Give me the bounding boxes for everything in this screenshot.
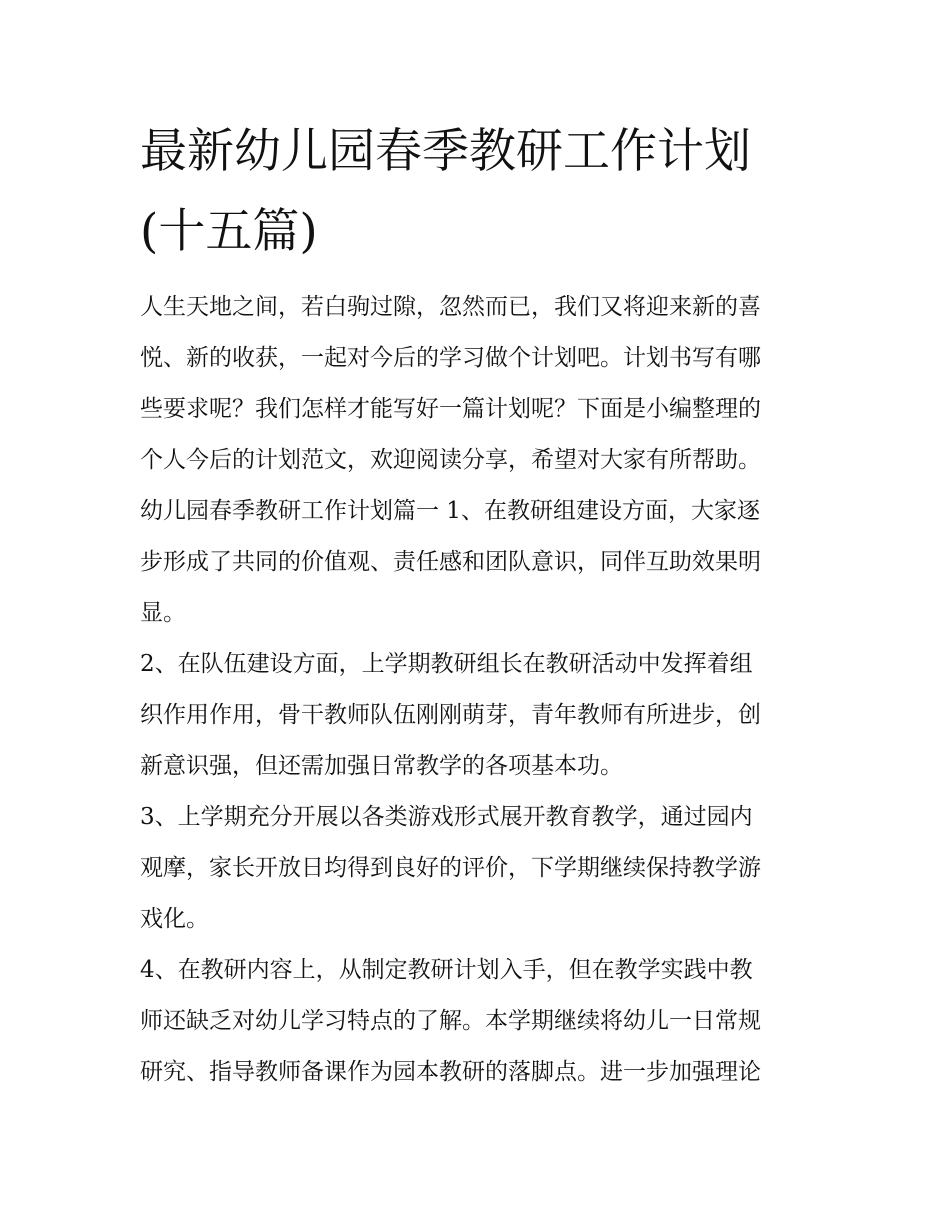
text-line: 新意识强，但还需加强日常教学的各项基本功。: [140, 753, 623, 779]
text-line: 些要求呢？我们怎样才能写好一篇计划呢？下面是小编整理的: [140, 396, 761, 422]
text-line: 研究、指导教师备课作为园本教研的落脚点。进一步加强理论: [140, 1059, 761, 1085]
section-paragraph-2: [140, 639, 815, 792]
text-line: 4、在教研内容上，从制定教研计划入手，但在教学实践中教: [140, 957, 753, 983]
title-line: 最新幼儿园春季教研工作计划: [140, 124, 751, 179]
document-page: [140, 112, 815, 1098]
section-paragraph-3: [140, 792, 815, 945]
text-line: 幼儿园春季教研工作计划篇一 1、在教研组建设方面，大家逐: [140, 498, 760, 524]
section-paragraph-4: [140, 945, 815, 1098]
text-line: 织作用作用，骨干教师队伍刚刚萌芽，青年教师有所进步，创: [140, 702, 761, 728]
text-line: 戏化。: [140, 906, 209, 932]
document-title: [140, 112, 815, 272]
intro-paragraph: [140, 282, 815, 486]
text-line: 悦、新的收获，一起对今后的学习做个计划吧。计划书写有哪: [140, 345, 761, 371]
text-line: 显。: [140, 600, 186, 626]
text-line: 个人今后的计划范文，欢迎阅读分享，希望对大家有所帮助。: [140, 447, 761, 473]
text-line: 观摩，家长开放日均得到良好的评价，下学期继续保持教学游: [140, 855, 761, 881]
section-paragraph-1: [140, 486, 815, 639]
text-line: 2、在队伍建设方面，上学期教研组长在教研活动中发挥着组: [140, 651, 753, 677]
text-line: 步形成了共同的价值观、责任感和团队意识，同伴互助效果明: [140, 549, 761, 575]
text-line: 人生天地之间，若白驹过隙，忽然而已，我们又将迎来新的喜: [140, 294, 761, 320]
text-line: 3、上学期充分开展以各类游戏形式展开教育教学，通过园内: [140, 804, 753, 830]
title-line: (十五篇): [140, 204, 318, 259]
text-line: 师还缺乏对幼儿学习特点的了解。本学期继续将幼儿一日常规: [140, 1008, 761, 1034]
